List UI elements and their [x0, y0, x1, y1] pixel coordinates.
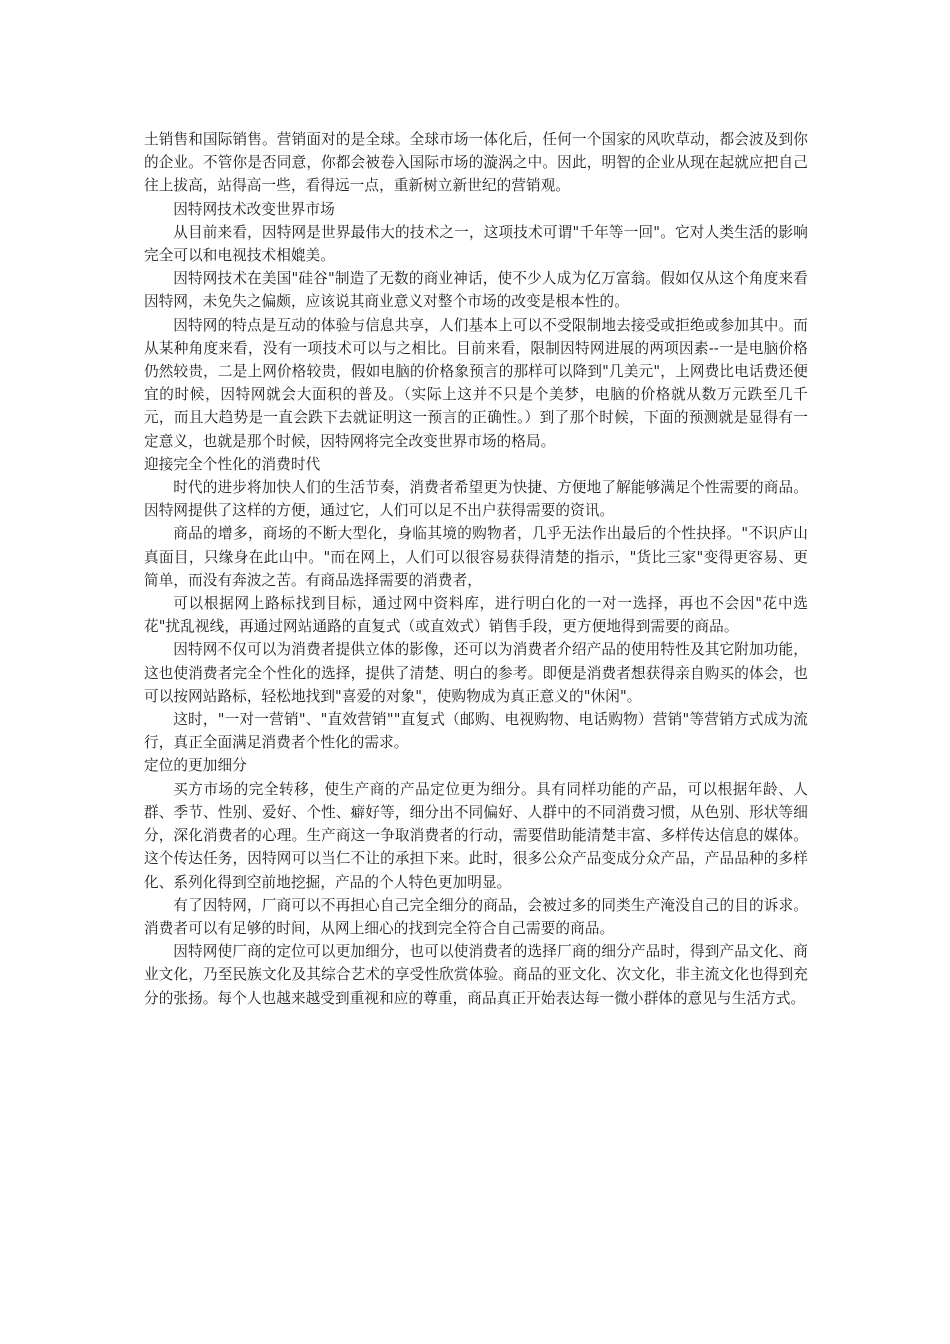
paragraph: 时代的进步将加快人们的生活节奏，消费者希望更为快捷、方便地了解能够满足个性需要的商品。因特网提供了这样的方便，通过它，人们可以足不出户获得需要的资讯。: [144, 479, 808, 520]
paragraph: 因特网不仅可以为消费者提供立体的影像，还可以为消费者介绍产品的使用特性及其它附加功能，这也使消费者完全个性化的选择，提供了清楚、明白的参考。即便是消费者想获得亲自购买的体会，也可以按网站路标，轻松地找到"喜爱的对象"，使购物成为真正意义的"休闲"。: [144, 641, 808, 705]
paragraph: 因特网的特点是互动的体验与信息共享，人们基本上可以不受限制地去接受或拒绝或参加其中。而从某种角度来看，没有一项技术可以与之相比。目前来看，限制因特网进展的两项因素--一是电脑价格仍然较贵，二是上网价格较贵，假如电脑的价格象预言的那样可以降到"几美元"，上网费比电话费还便宜的时候，因特网就会大面积的普及。（实际上这并不只是个美梦，电脑的价格就从数万元跌至几千元，而且大趋势是一直会跌下去就证明这一预言的正确性。）到了那个时候，下面的预测就是显得有一定意义，也就是那个时候，因特网将完全改变世界市场的格局。: [144, 316, 808, 450]
paragraph: 从目前来看，因特网是世界最伟大的技术之一，这项技术可谓"千年等一回"。它对人类生活的影响完全可以和电视技术相媲美。: [144, 223, 808, 265]
section-heading: 迎接完全个性化的消费时代: [144, 455, 321, 473]
document-body: [144, 128, 808, 1010]
paragraph: 有了因特网，厂商可以不再担心自己完全细分的商品，会被过多的同类生产淹没自己的目的诉求。消费者可以有足够的时间，从网上细心的找到完全符合自己需要的商品。: [144, 896, 808, 937]
paragraph: 这时，"一对一营销"、"直效营销""直复式（邮购、电视购物、电话购物）营销"等营销方式成为流行，真正全面满足消费者个性化的需求。: [144, 711, 808, 752]
paragraph: 土销售和国际销售。营销面对的是全球。全球市场一体化后，任何一个国家的风吹草动，都会波及到你的企业。不管你是否同意，你都会被卷入国际市场的漩涡之中。因此，明智的企业从现在起就应把自己往上拔高，站得高一些，看得远一点，重新树立新世纪的营销观。: [144, 131, 808, 195]
section-heading: 因特网技术改变世界市场: [173, 200, 335, 218]
paragraph: 商品的增多，商场的不断大型化，身临其境的购物者，几乎无法作出最后的个性抉择。"不识庐山真面目，只缘身在此山中。"而在网上，人们可以很容易获得清楚的指示，"货比三家"变得更容易、更简单，而没有奔波之苦。有商品选择需要的消费者，: [144, 525, 808, 589]
paragraph: 因特网技术在美国"硅谷"制造了无数的商业神话，使不少人成为亿万富翁。假如仅从这个角度来看因特网，未免失之偏颇，应该说其商业意义对整个市场的改变是根本性的。: [144, 270, 808, 311]
paragraph: 买方市场的完全转移，使生产商的产品定位更为细分。具有同样功能的产品，可以根据年龄、人群、季节、性别、爱好、个性、癖好等，细分出不同偏好、人群中的不同消费习惯，从色别、形状等细分，深化消费者的心理。生产商这一争取消费者的行动，需要借助能清楚丰富、多样传达信息的媒体。这个传达任务，因特网可以当仁不让的承担下来。此时，很多公众产品变成分众产品，产品品种的多样化、系列化得到空前地挖掘，产品的个人特色更加明显。: [144, 780, 808, 891]
paragraph: 因特网使厂商的定位可以更加细分，也可以使消费者的选择厂商的细分产品时，得到产品文化、商业文化，乃至民族文化及其综合艺术的享受性欣赏体验。商品的亚文化、次文化，非主流文化也得到充分的张扬。每个人也越来越受到重视和应的尊重，商品真正开始表达每一微小群体的意见与生活方式。: [144, 943, 808, 1007]
section-heading: 定位的更加细分: [144, 757, 247, 775]
paragraph: 可以根据网上路标找到目标，通过网中资料库，进行明白化的一对一选择，再也不会因"花中选花"扰乱视线，再通过网站通路的直复式（或直效式）销售手段，更方便地得到需要的商品。: [144, 595, 808, 636]
